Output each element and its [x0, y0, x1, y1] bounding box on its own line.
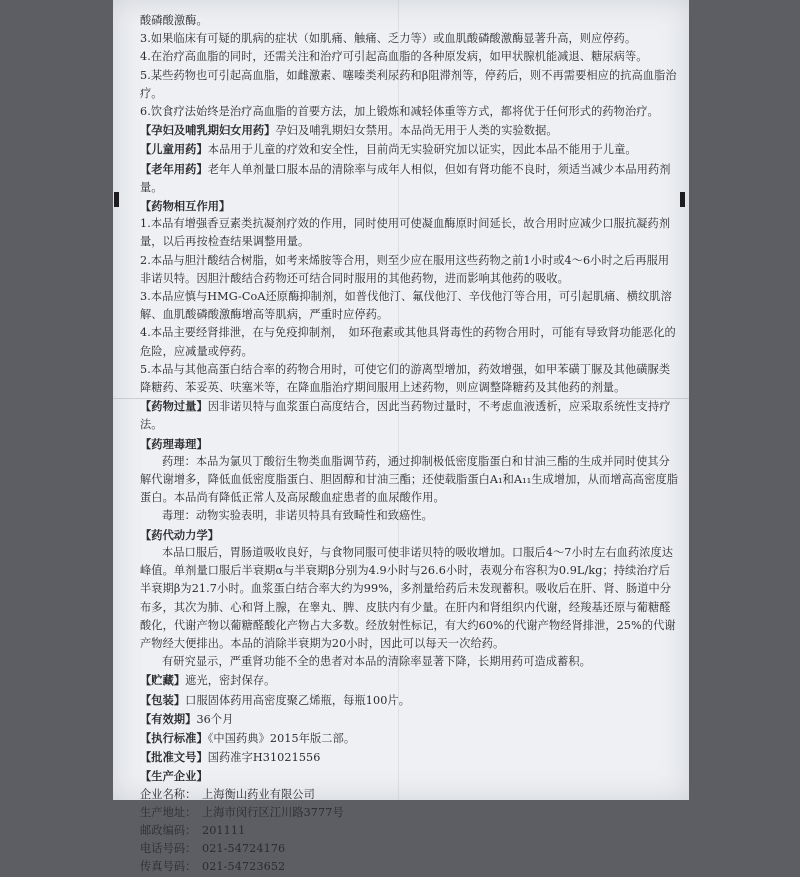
- registration-mark-left: [114, 192, 119, 207]
- manufacturer-value: 021-54723652: [202, 860, 286, 874]
- section-heading: 【儿童用药】: [140, 142, 208, 157]
- manufacturer-label: 企业名称：: [140, 787, 197, 801]
- precaution-item: 5.某些药物也可引起高血脂，如雌激素、噻嗪类利尿药和β阻滞剂等，停药后，则不再需要相应的抗高血脂治疗。: [140, 68, 677, 100]
- pharmacokinetics-text: 本品口服后，胃肠道吸收良好，与食物同服可使非诺贝特的吸收增加。口服后4～7小时左右血药浓度达峰值。单剂量口服后半衰期α与半衰期β分别为4.9小时与26.6小时，表观分布容积为0.9L/kg；持续治疗后半衰期β为21.7小时。血浆蛋白结合率大约为99%，多剂量给药后未发现蓄积。吸收后在肝、肾、肠道中分布多，其次为肺、心和肾上腺，在睾丸、脾、皮肤内有少量。在肝内和肾组织内代谢，经羧基还原与葡糖醛酸化，代谢产物以葡糖醛酸化产物占大多数。经放射性标记，有大约60%的代谢产物经肾排泄，25%的代谢产物经大便排出。本品的消除半衰期为20小时，因此可以每天一次给药。: [140, 545, 676, 650]
- overdose-section: [140, 397, 680, 434]
- package-section: [140, 691, 680, 710]
- validity-section: [140, 710, 680, 729]
- interaction-item: 5.本品与其他高蛋白结合率的药物合用时，可使它们的游离型增加，药效增强，如甲苯磺丁脲及其他磺脲类降糖药、苯妥英、呋塞米等，在降血脂治疗期间服用上述药物，则应调整降糖药及其他药的剂量。: [140, 362, 671, 395]
- section-text: 遮光，密封保存。: [185, 674, 276, 688]
- section-heading: 【有效期】: [140, 711, 197, 726]
- manufacturer-value: 021-54724176: [202, 842, 286, 856]
- section-text: 老年人单剂量口服本品的清除率与成年人相似，但如有肾功能不良时，须适当减少本品用药剂量。: [140, 162, 671, 194]
- toxicology-heading: 【药理毒理】: [140, 436, 208, 451]
- manufacturer-table: [140, 786, 680, 877]
- section-text: 国药准字H31021556: [207, 751, 321, 765]
- pharmacology-text: 药理：本品为氯贝丁酸衍生物类血脂调节药，通过抑制极低密度脂蛋白和甘油三酯的生成并同时使其分解代谢增多，降低血低密度脂蛋白、胆固醇和甘油三酯；还使载脂蛋白A₁和A₁₁生成增加，从而增高高密度脂蛋白。本品尚有降低正常人及高尿酸血症患者的血尿酸作用。: [140, 454, 679, 505]
- children-section: [140, 140, 680, 159]
- section-text: 《中国药典》2015年版二部。: [207, 731, 356, 745]
- section-heading: 【包装】: [140, 692, 186, 707]
- precaution-item: 6.饮食疗法始终是治疗高血脂的首要方法，加上锻炼和减轻体重等方式，都将优于任何形式的药物治疗。: [140, 105, 659, 119]
- manufacturer-label: 邮政编码：: [140, 823, 197, 837]
- storage-section: [140, 671, 680, 690]
- pharmacokinetics-heading: 【药代动力学】: [140, 527, 220, 542]
- section-text: 口服固体药用高密度聚乙烯瓶，每瓶100片。: [185, 693, 410, 707]
- section-text: 因非诺贝特与血浆蛋白高度结合，因此当药物过量时，不考虑血液透析，应采取系统性支持疗法。: [140, 400, 671, 432]
- section-heading: 【孕妇及哺乳期妇女用药】: [140, 123, 276, 138]
- manufacturer-heading: 【生产企业】: [140, 769, 208, 784]
- approval-section: [140, 748, 680, 767]
- leaflet-text: [140, 12, 680, 877]
- interaction-item: 4.本品主要经肾排泄，在与免疫抑制剂， 如环孢素或其他具肾毒性的药物合用时，可能有导致肾功能恶化的危险，应减量或停药。: [140, 326, 676, 358]
- section-heading: 【批准文号】: [140, 750, 208, 765]
- manufacturer-value: 上海市闵行区江川路3777号: [202, 805, 344, 819]
- standard-section: [140, 729, 680, 748]
- section-heading: 【药物过量】: [140, 399, 208, 414]
- precaution-item: 4.在治疗高血脂的同时，还需关注和治疗可引起高血脂的各种原发病，如甲状腺机能减退、糖尿病等。: [140, 50, 648, 64]
- section-text: 孕妇及哺乳期妇女禁用。本品尚无用于人类的实验数据。: [275, 124, 558, 138]
- precaution-item: 3.如果临床有可疑的肌病的症状（如肌痛、触痛、乏力等）或血肌酸磷酸激酶显著升高，则应停药。: [140, 32, 637, 46]
- section-heading: 【执行标准】: [140, 730, 208, 745]
- manufacturer-label: 生产地址：: [140, 805, 197, 819]
- interaction-item: 2.本品与胆汁酸结合树脂，如考来烯胺等合用，则至少应在服用这些药物之前1小时或4～6小时之后再服用非诺贝特。因胆汁酸结合药物还可结合同时服用的其他药物，进而影响其他药的吸收。: [140, 253, 670, 285]
- interactions-heading: 【药物相互作用】: [140, 199, 231, 214]
- section-text: 36个月: [196, 712, 234, 726]
- pregnancy-section: [140, 121, 680, 140]
- pharmacokinetics-note: 有研究显示，严重肾功能不全的患者对本品的清除率显著下降，长期用药可造成蓄积。: [162, 655, 591, 669]
- toxicity-text: 毒理：动物实验表明，非诺贝特具有致畸性和致癌性。: [162, 509, 433, 523]
- section-text: 本品用于儿童的疗效和安全性，目前尚无实验研究加以证实，因此本品不能用于儿童。: [207, 143, 637, 157]
- manufacturer-label: 电话号码：: [140, 842, 197, 856]
- interaction-item: 1.本品有增强香豆素类抗凝剂疗效的作用，同时使用可使凝血酶原时间延长，故合用时应减少口服抗凝药剂量，以后再按检查结果调整用量。: [140, 217, 671, 249]
- registration-mark-right: [680, 192, 685, 207]
- elderly-section: [140, 160, 680, 197]
- manufacturer-value: 上海衡山药业有限公司: [202, 787, 315, 801]
- section-heading: 【老年用药】: [140, 161, 208, 176]
- section-heading: 【贮藏】: [140, 673, 186, 688]
- manufacturer-label: 传真号码：: [140, 860, 197, 874]
- top-text: 酸磷酸激酶。: [140, 14, 208, 27]
- interaction-item: 3.本品应慎与HMG-CoA还原酶抑制剂，如普伐他汀、氟伐他汀、辛伐他汀等合用，可引起肌痛、横纹肌溶解、血肌酸磷酸激酶增高等肌病，严重时应停药。: [140, 290, 672, 322]
- manufacturer-value: 201111: [202, 823, 246, 837]
